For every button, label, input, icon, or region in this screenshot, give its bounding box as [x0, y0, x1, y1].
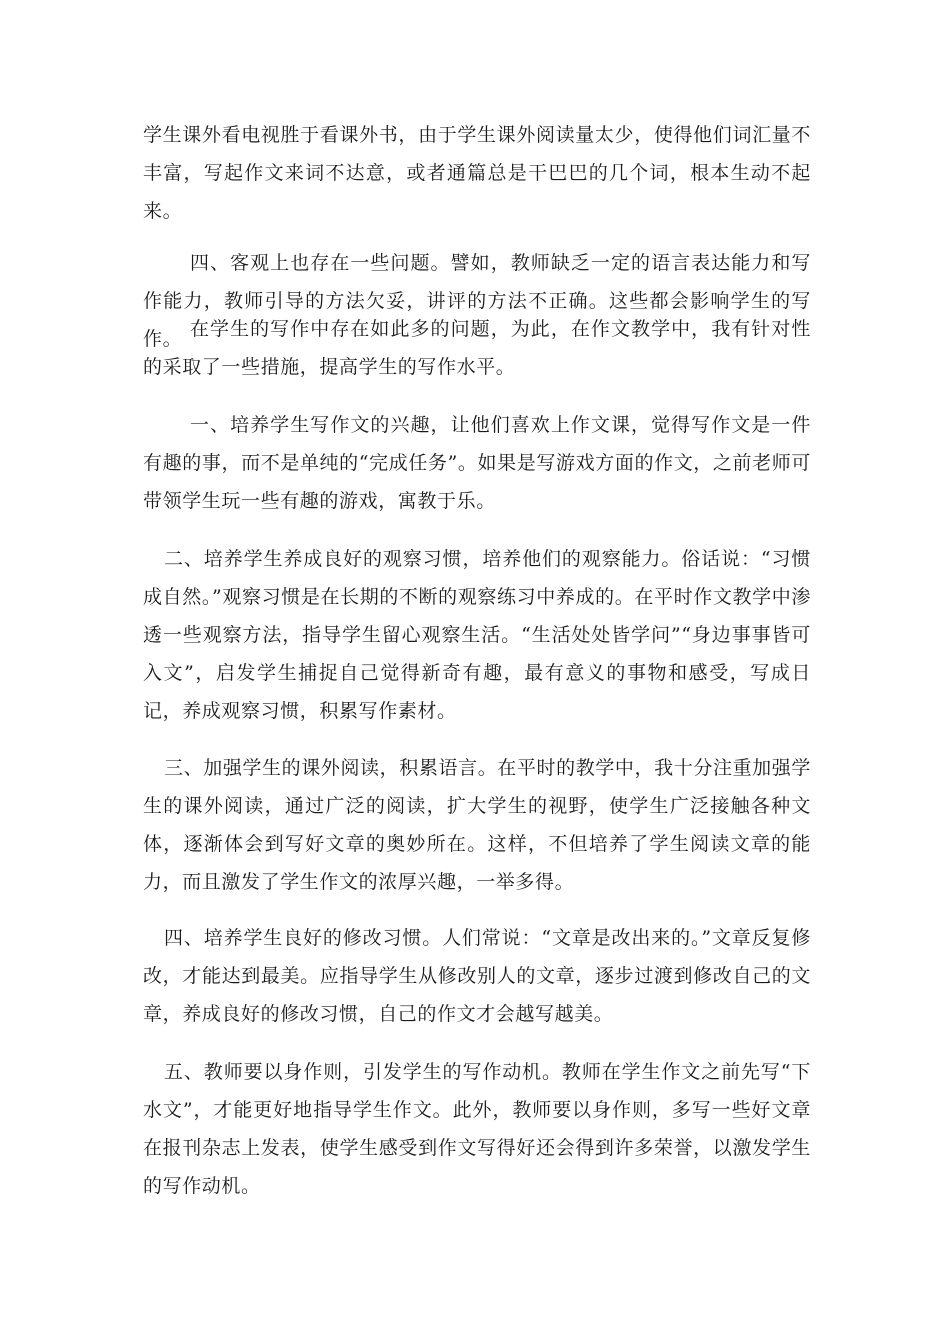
paragraph-objective-problems: 四、客观上也存在一些问题。譬如，教师缺乏一定的语言表达能力和写作能力，教师引导的方法欠妥，讲评的方法不正确。这些都会影响学生的写作。	[143, 252, 811, 350]
paragraph-measure-teacher-example: 五、教师要以身作则，引发学生的写作动机。教师在学生作文之前先写“下水文”，才能更好地指导学生作文。此外，教师要以身作则，多写一些好文章在报刊杂志上发表，使学生感受到作文写得好还会得到许多荣誉，以激发学生的写作动机。	[143, 1061, 811, 1197]
paragraph-measures-intro: 在学生的写作中存在如此多的问题，为此，在作文教学中，我有针对性的采取了一些措施，提高学生的写作水平。	[143, 318, 811, 378]
paragraph-continuation: 学生课外看电视胜于看课外书，由于学生课外阅读量太少，使得他们词汇量不丰富，写起作文来词不达意，或者通篇总是干巴巴的几个词，根本生动不起来。	[143, 124, 811, 222]
paragraph-measure-interest: 一、培养学生写作文的兴趣，让他们喜欢上作文课，觉得写作文是一件有趣的事，而不是单纯的“完成任务”。如果是写游戏方面的作文，之前老师可带领学生玩一些有趣的游戏，寓教于乐。	[143, 414, 811, 512]
paragraph-measure-revision: 四、培养学生良好的修改习惯。人们常说：“文章是改出来的。”文章反复修改，才能达到最美。应指导学生从修改别人的文章，逐步过渡到修改自己的文章，养成良好的修改习惯，自己的作文才会越写越美。	[143, 927, 811, 1025]
paragraph-measure-reading: 三、加强学生的课外阅读，积累语言。在平时的教学中，我十分注重加强学生的课外阅读，通过广泛的阅读，扩大学生的视野，使学生广泛接触各种文体，逐渐体会到写好文章的奥妙所在。这样，不但培养了学生阅读文章的能力，而且激发了学生作文的浓厚兴趣，一举多得。	[143, 757, 811, 893]
paragraph-measure-observation: 二、培养学生养成良好的观察习惯，培养他们的观察能力。俗话说：“习惯成自然。”观察习惯是在长期的不断的观察练习中养成的。在平时作文教学中渗透一些观察方法，指导学生留心观察生活。“生活处处皆学问”“身边事事皆可入文”，启发学生捕捉自己觉得新奇有趣，最有意义的事物和感受，写成日记，养成观察习惯，积累写作素材。	[143, 548, 811, 722]
